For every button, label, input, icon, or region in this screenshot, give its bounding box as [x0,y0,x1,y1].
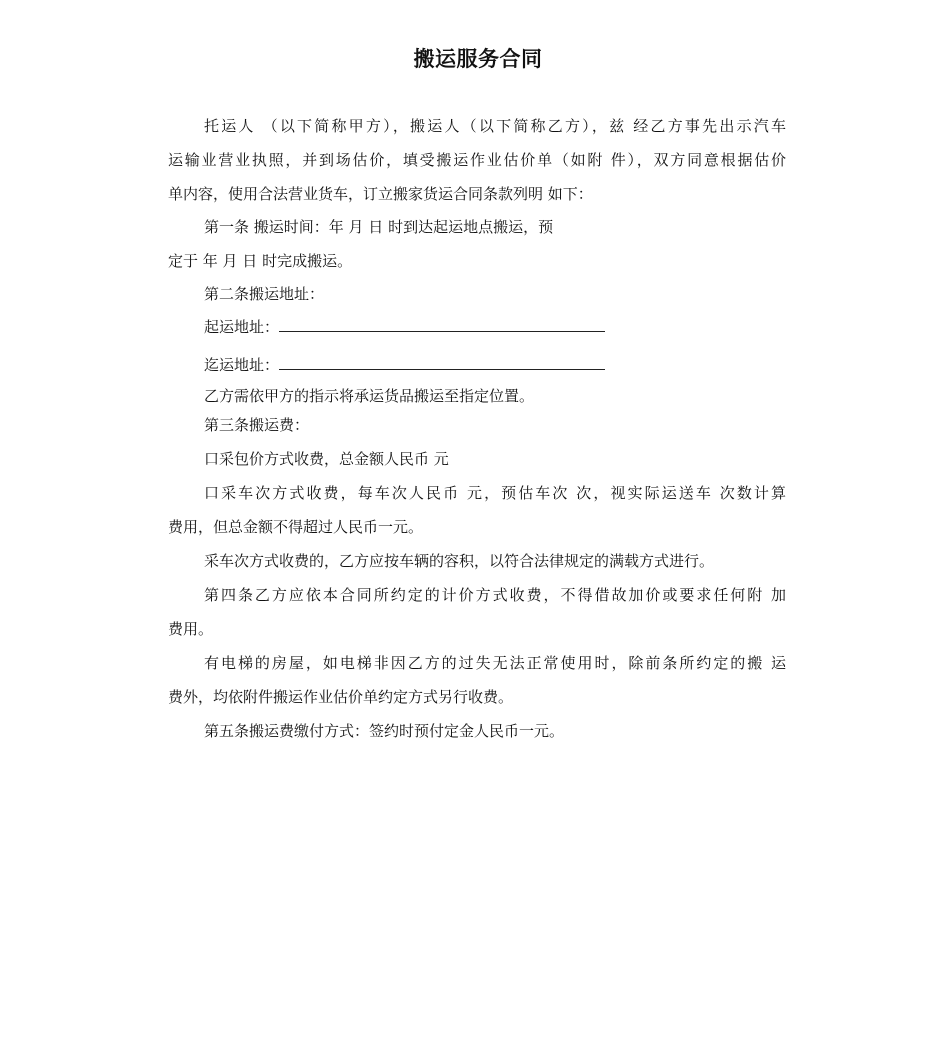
paragraph-line: 托运人 （以下简称甲方），搬运人（以下简称乙方），兹 经乙方事先出示汽车 [204,117,786,135]
document-title: 搬运服务合同 [413,47,543,71]
paragraph-line: 口采车次方式收费，每车次人民币 元，预估车次 次，视实际运送车 次数计算 [204,484,786,502]
destination-address-label: 迄运地址： [204,356,280,374]
paragraph-line: 第五条搬运费缴付方式：签约时预付定金人民币一元。 [204,722,565,740]
origin-address-blank [279,317,605,332]
paragraph-line: 第一条 搬运时间：年 月 日 时到达起运地点搬运，预 [204,218,554,236]
origin-address-label: 起运地址： [204,318,280,336]
paragraph-line: 费用，但总金额不得超过人民币一元。 [168,518,424,536]
paragraph-line: 乙方需依甲方的指示将承运货品搬运至指定位置。 [204,387,535,405]
destination-address-blank [279,355,605,370]
paragraph-line: 第四条乙方应依本合同所约定的计价方式收费，不得借故加价或要求任何附 加 [204,586,786,604]
section-heading: 第三条搬运费： [204,416,310,434]
paragraph-line: 口采包价方式收费，总金额人民币 元 [204,450,449,468]
paragraph-line: 定于 年 月 日 时完成搬运。 [168,252,353,270]
paragraph-line: 费用。 [168,620,214,638]
destination-address-line [204,353,605,377]
paragraph-line: 单内容，使用合法营业货车，订立搬家货运合同条款列明 如下： [168,185,593,203]
paragraph-line: 采车次方式收费的，乙方应按车辆的容积，以符合法律规定的满载方式进行。 [204,552,715,570]
origin-address-line [204,315,605,339]
paragraph-line: 有电梯的房屋，如电梯非因乙方的过失无法正常使用时，除前条所约定的搬 运 [204,654,786,672]
paragraph-line: 运输业营业执照，并到场估价，填受搬运作业估价单（如附 件），双方同意根据估价 [168,151,786,169]
section-heading: 第二条搬运地址： [204,285,325,303]
paragraph-line: 费外，均依附件搬运作业估价单约定方式另行收费。 [168,688,514,706]
